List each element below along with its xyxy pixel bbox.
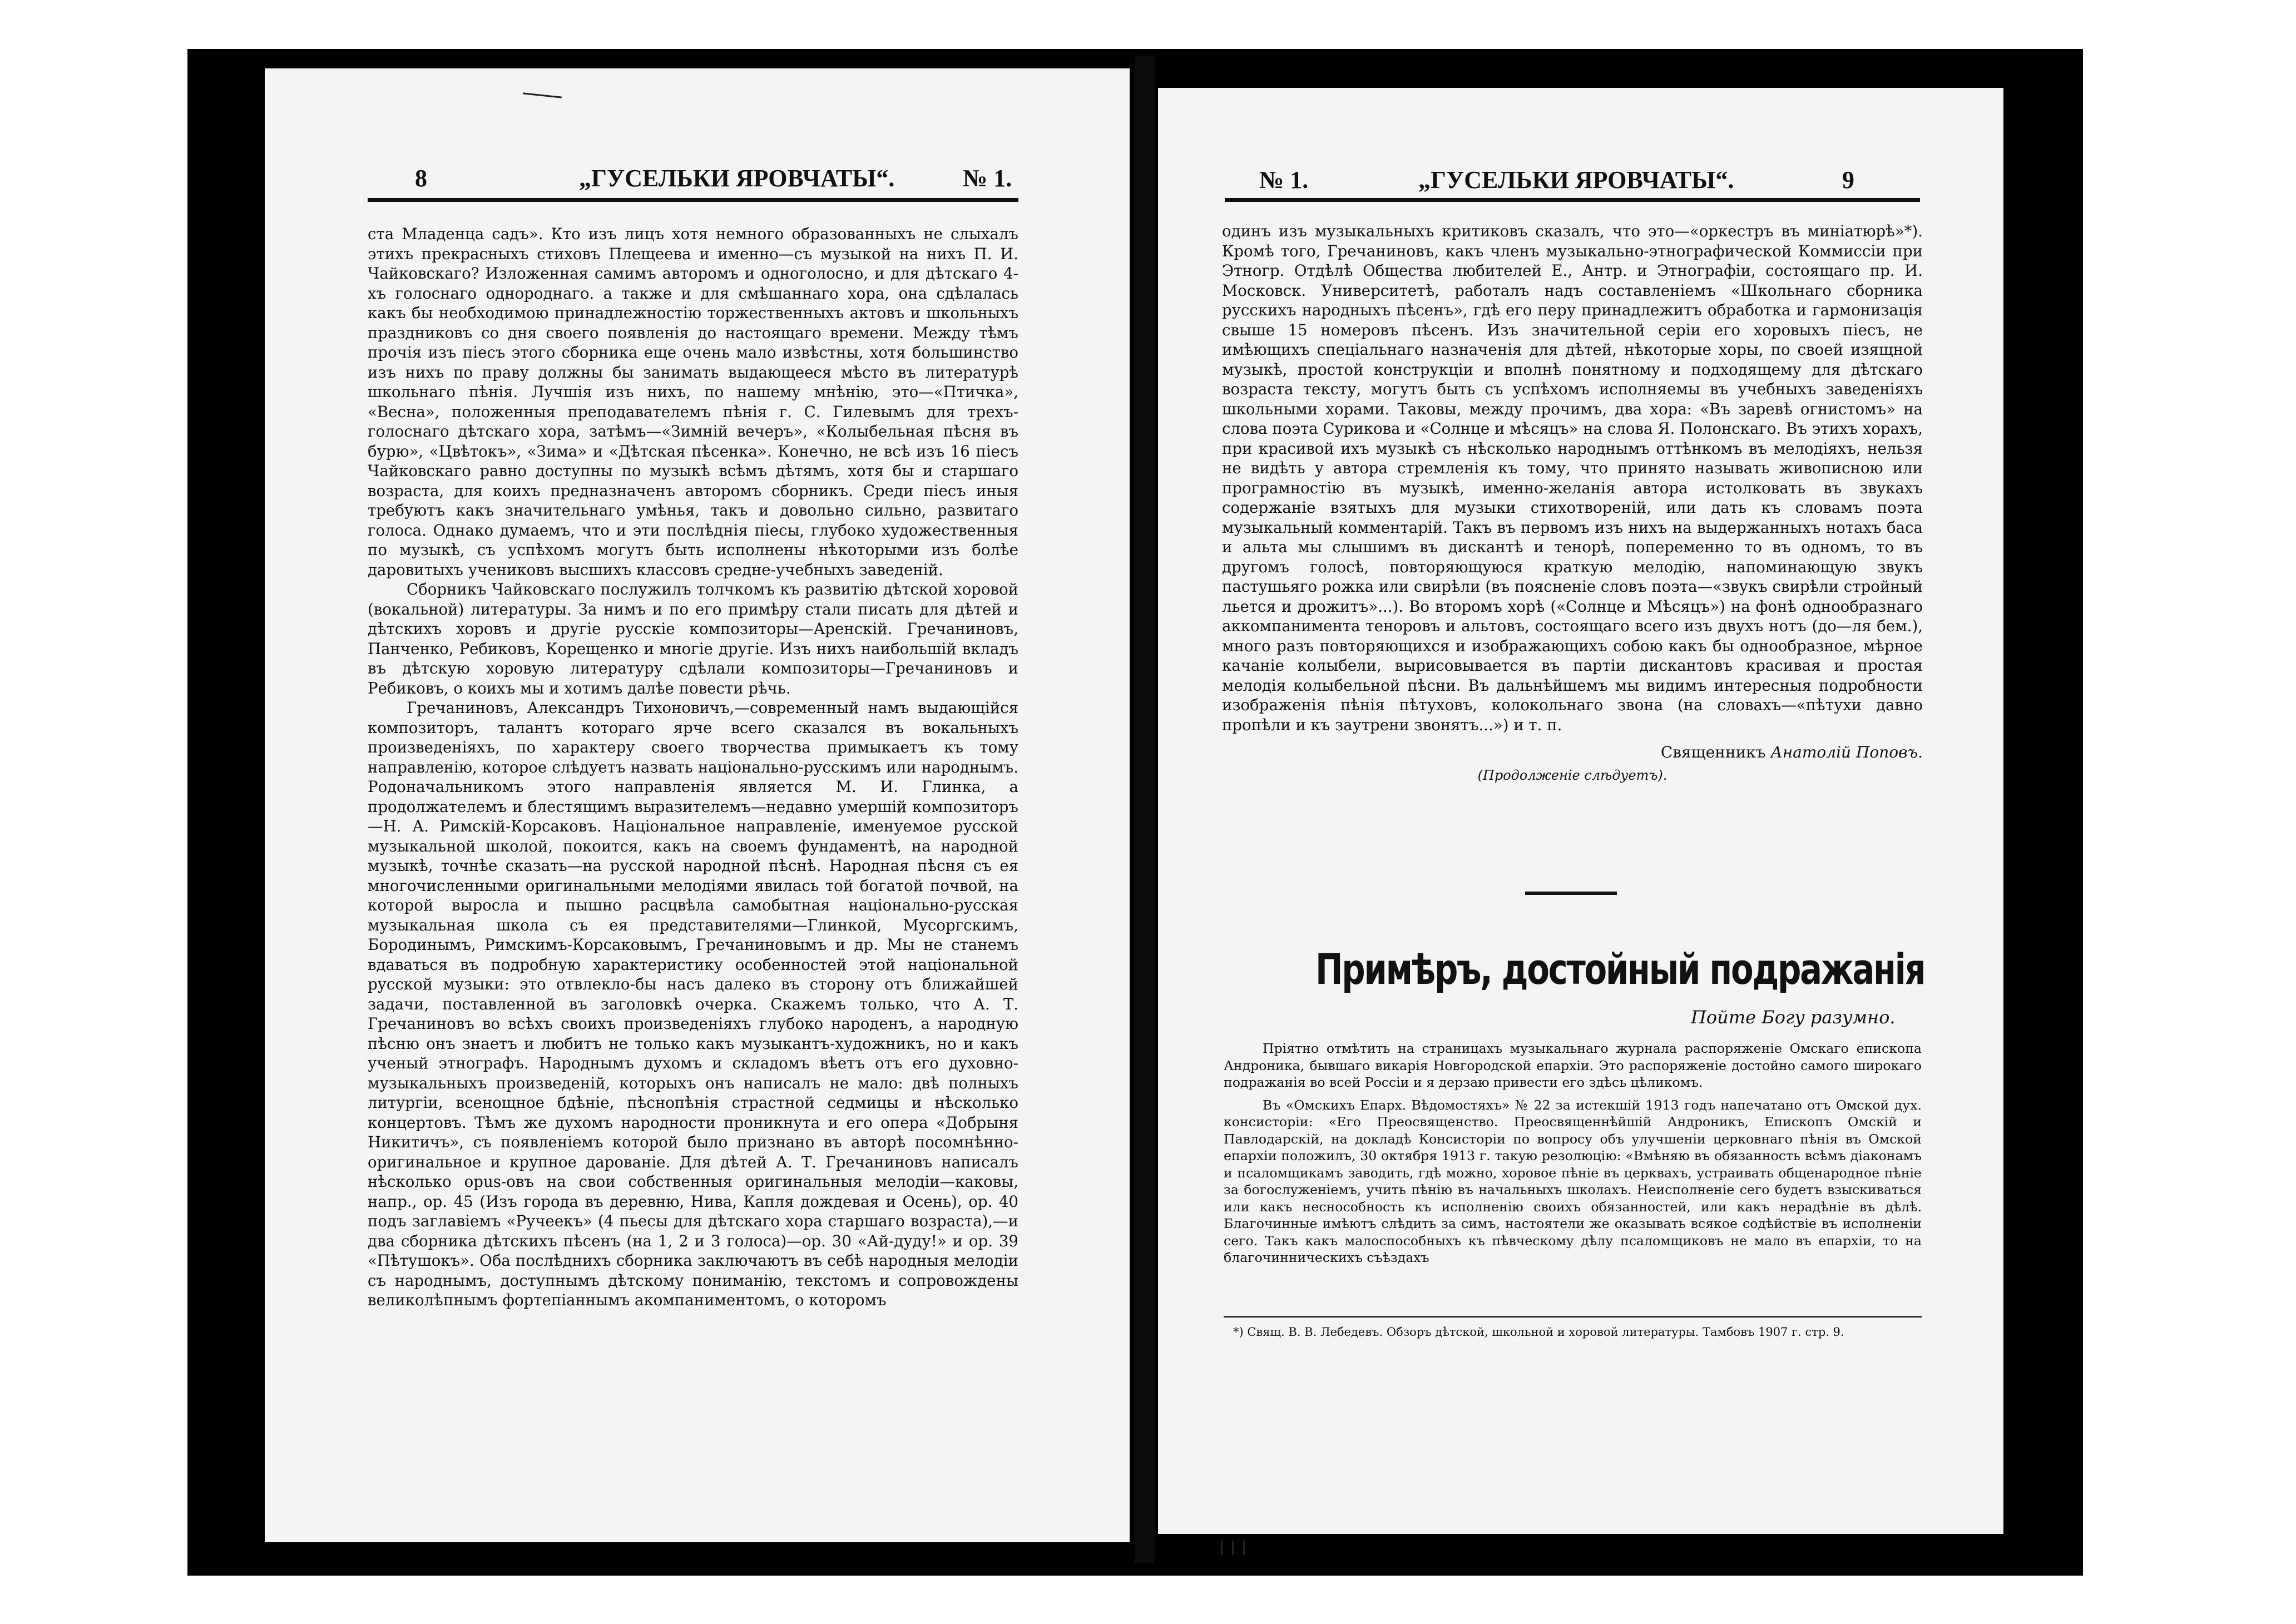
right-text-column (1222, 221, 1923, 785)
scan-artifact (1243, 1541, 1245, 1555)
signature-label: Священникъ (1660, 743, 1766, 761)
paragraph: Гречаниновъ, Александръ Тихоновичъ,—современный намъ выдающійся композиторъ, талантъ котораго ярче всего сказался въ вокальныхъ произведеніяхъ, по характеру своего творчества примыкаетъ къ тому направленію, которое слѣдуетъ назвать національно-русскимъ или народнымъ. Родоначальникомъ этого направленія является М. И. Глинка, а продолжателемъ и блестящимъ выразителемъ—недавно умершій композиторъ—Н. А. Римскій-Корсаковъ. Національное направленіе, именуемое русской музыкальной школой, покоится, какъ на своемъ фундаментѣ, на народной музыкѣ, точнѣе сказать—на русской народной пѣснѣ. Народная пѣсня съ ея многочисленными оригинальными мелодіями явилась той богатой почвой, на которой выросла и пышно расцвѣла самобытная національно-русская музыкальная школа съ ея представителями—Глинкой, Мусоргскимъ, Бородинымъ, Римскимъ-Корсаковымъ, Гречаниновымъ и др. Мы не станемъ вдаваться въ подробную характеристику особенностей этой національной русской музыки: это отвлекло-бы насъ далеко въ сторону отъ ближайшей задачи, поставленной въ заголовкѣ очерка. Скажемъ только, что А. Т. Гречаниновъ во всѣхъ своихъ произведеніяхъ глубоко народенъ, а народную пѣсню онъ знаетъ и любитъ не только какъ музыкантъ-художникъ, но и какъ ученый этнографъ. Народнымъ духомъ и складомъ вѣетъ отъ его духовно-музыкальныхъ произведеній, которыхъ онъ написалъ не мало: двѣ полныхъ литургіи, всенощное бдѣніе, пѣснопѣнія страстной седмицы и нѣсколько концертовъ. Тѣмъ же духомъ народности проникнута и его опера «Добрыня Никитичъ», съ появленіемъ которой было признано въ авторѣ посомнѣнно-оригинальное и крупное дарованіе. Для дѣтей А. Т. Гречаниновъ написалъ нѣсколько opus-овъ на свои собственныя оригинальныя мелодіи—каковы, напр., ор. 45 (Изъ города въ деревню, Нива, Капля дождевая и Осень), ор. 40 подъ заглавіемъ «Ручеекъ» (4 пьесы для дѣтскаго хора старшаго возраста),—и два сборника дѣтскихъ пѣсенъ (на 1, 2 и 3 голоса)—ор. 30 «Ай-дуду!» и ор. 39 «Пѣтушокъ». Оба послѣднихъ сборника заключаютъ въ себѣ народныя мелодіи съ народнымъ, доступнымъ дѣтскому пониманію, текстомъ и сопровождены великолѣпнымъ фортепіаннымъ акомпаниментомъ, о которомъ (368, 699, 1018, 1309)
paragraph: Въ «Омскихъ Епарх. Вѣдомостяхъ» № 22 за истекшій 1913 годъ напечатано отъ Омской дух. консисторіи: «Его Преосвященство. Преосвященнѣйшій Андроникъ, Епископъ Омскій и Павлодарскій, на докладѣ Консисторіи по вопросу объ улучшеніи церковнаго пѣнія въ Омской епархіи положилъ, 30 октября 1913 г. такую резолюцію: «Вмѣняю въ обязанность всѣмъ діаконамъ и псаломщикамъ заводить, гдѣ можно, хоровое пѣніе въ церквахъ, устраивать общенародное пѣніе за богослуженіемъ, учить пѣнію въ начальныхъ школахъ. Неисполненіе сего будетъ взыскиваться или какъ неснособность къ исполненію своихъ обязанностей, или какъ нерадѣніе въ дѣлѣ. Благочинные имѣютъ слѣдить за симъ, настоятели же оказывать всякое содѣйствіе въ исполненіи сего. Такъ какъ малоспособныхъ къ пѣвческому дѣлу псаломщиковъ не мало въ епархіи, то на благочинническихъ съѣздахъ (1224, 1097, 1922, 1265)
article-title: Примѣръ, достойный подражанія (1315, 944, 1925, 994)
page-number: 9 (1842, 166, 1854, 194)
book-gutter (1135, 56, 1155, 1563)
paragraph: Пріятно отмѣтить на страницахъ музыкальнаго журнала распоряженіе Омскаго епископа Андроника, бывшаго викарія Новгородской епархіи. Это распоряженіе достойно самого широкаго подражанія во всей Россіи и я дерзаю привести его здѣсь цѣликомъ. (1224, 1041, 1922, 1090)
article-body (1224, 1040, 1922, 1266)
right-page (1158, 88, 2003, 1534)
left-page (265, 68, 1130, 1542)
scan-artifact (1232, 1541, 1234, 1555)
running-title: „ГУСЕЛЬКИ ЯРОВЧАТЫ“. (579, 165, 895, 192)
issue-number: № 1. (963, 165, 1012, 192)
continued-note: (Продолженіе слѣдуетъ). (1477, 767, 1667, 783)
signature (1222, 742, 1923, 763)
header-rule (368, 198, 1018, 202)
footnote: *) Свящ. В. В. Лебедевъ. Обзоръ дѣтской, школьной и хоровой литературы. Тамбовъ 1907 г. стр. 9. (1233, 1325, 1844, 1339)
section-separator (1525, 892, 1617, 895)
paragraph: одинъ изъ музыкальныхъ критиковъ сказалъ, что это—«оркестръ въ миніатюрѣ»*). Кромѣ того, Гречаниновъ, какъ членъ музыкально-этнографической Коммиссіи при Этногр. Отдѣлѣ Общества любителей Е., Антр. и Этнографіи, состоящаго пр. И. Московск. Университетѣ, работалъ надъ составленіемъ «Школьнаго сборника русскихъ народныхъ пѣсенъ», гдѣ его перу принадлежитъ обработка и гармонизація свыше 15 номеровъ пѣсенъ. Изъ значительной серіи его хоровыхъ піесъ, не имѣющихъ спеціальнаго назначенія для дѣтей, нѣкоторые хоры, по своей изящной музыкѣ, простой конструкціи и вполнѣ понятному и подходящему для дѣтскаго возраста тексту, могутъ быть съ успѣхомъ исполняемы въ учебныхъ заведеніяхъ школьными хорами. Таковы, между прочимъ, два хора: «Въ заревѣ огнистомъ» на слова поэта Сурикова и «Солнце и мѣсяцъ» на слова Я. Полонскаго. Въ этихъ хорахъ, при красивой ихъ музыкѣ съ нѣсколько народнымъ оттѣнкомъ въ мелодіяхъ, нельзя не видѣть у автора стремленія къ тому, что принято называть живописною или програмностію въ музыкѣ, именно-желанія автора истолковать въ звукахъ содержаніе взятыхъ для музыки стихотвореній, или дать къ словамъ поэта музыкальный комментарій. Такъ въ первомъ изъ нихъ на выдержанныхъ нотахъ баса и альта мы слышимъ въ дискантѣ и тенорѣ, попеременно то въ одномъ, то въ другомъ голосѣ, повторяющуюся краткую мелодію, напоминающую звукъ пастушьяго рожка или свирѣли (въ поясненіе словъ поэта—«звукъ свирѣли стройный льется и дрожитъ»...). Во второмъ хорѣ («Солнце и Мѣсяцъ») на фонѣ однообразнаго аккомпанимента теноровъ и альтовъ, состоящаго всего изъ двухъ нотъ (до—ля бем.), много разъ повторяющихся и изображающихъ собою какъ бы однообразное, мѣрное качаніе колыбели, вырисовывается въ партіи дискантовъ красивая и простая мелодія колыбельной пѣсни. Въ дальнѣйшемъ мы видимъ интересныя подробности изображенія пѣнія пѣтуховъ, колокольнаго звона (на словахъ—«пѣтухи давно пропѣли и къ заутрени звонятъ...») и т. п. (1222, 222, 1923, 734)
left-page-header (265, 164, 1130, 203)
scan-artifact (1221, 1541, 1223, 1555)
page-number: 8 (415, 165, 427, 192)
paragraph: Сборникъ Чайковскаго послужилъ толчкомъ къ развитію дѣтской хоровой (вокальной) литературы. За нимъ и по его примѣру стали писать для дѣтей и дѣтскихъ хоровъ и другіе русскіе композиторы—Аренскій. Гречаниновъ, Панченко, Ребиковъ, Корещенко и многіе другіе. Изъ нихъ наибольшій вкладъ въ дѣтскую хоровую литературу сдѣлали композиторы—Гречаниновъ и Ребиковъ, о коихъ мы и хотимъ далѣе повести рѣчь. (368, 580, 1018, 697)
signature-name: Анатолій Поповъ. (1770, 743, 1923, 761)
issue-number: № 1. (1259, 166, 1309, 194)
running-title: „ГУСЕЛЬКИ ЯРОВЧАТЫ“. (1418, 166, 1734, 194)
footnote-rule (1224, 1316, 1922, 1318)
epigraph: Пойте Богу разумно. (1691, 1007, 1896, 1028)
left-text-column (368, 224, 1018, 1310)
paragraph: ста Младенца садъ». Кто изъ лицъ хотя немного образованныхъ не слыхалъ этихъ прекрасныхъ стиховъ Плещеева и именно—съ музыкой на нихъ П. И. Чайковскаго? Изложенная самимъ авторомъ и одноголосно, и для дѣтскаго 4-хъ голоснаго однороднаго. а также и для смѣшаннаго хора, она сдѣлалась какъ бы необходимою принадлежностію торжественныхъ актовъ и школьныхъ праздниковъ со дня своего появленія до настоящаго времени. Между тѣмъ прочія изъ піесъ этого сборника еще очень мало извѣстны, хотя большинство изъ нихъ по праву должны бы занимать выдающееся мѣсто въ литературѣ школьнаго пѣнія. Лучшія изъ нихъ, по нашему мнѣнію, это—«Птичка», «Весна», положенныя преподавателемъ пѣнія г. С. Гилевымъ для трехъ-голоснаго дѣтскаго хора, затѣмъ—«Зимній вечеръ», «Колыбельная пѣсня въ бурю», «Цвѣтокъ», «Зима» и «Дѣтская пѣсенка». Конечно, не всѣ изъ 16 піесъ Чайковскаго равно доступны по музыкѣ всѣмъ дѣтямъ, хотя бы и старшаго возраста, для коихъ предназначенъ авторомъ сборникъ. Среди піесъ иныя требуютъ какъ значительнаго умѣнья, такъ и довольно сильно, развитаго голоса. Однако думаемъ, что и эти послѣднія піесы, глубоко художественныя по музыкѣ, съ успѣхомъ могутъ быть исполнены нѣкоторыми изъ болѣе даровитыхъ учениковъ высшихъ классовъ средне-учебныхъ заведеній. (368, 225, 1018, 579)
header-rule (1225, 198, 1920, 202)
